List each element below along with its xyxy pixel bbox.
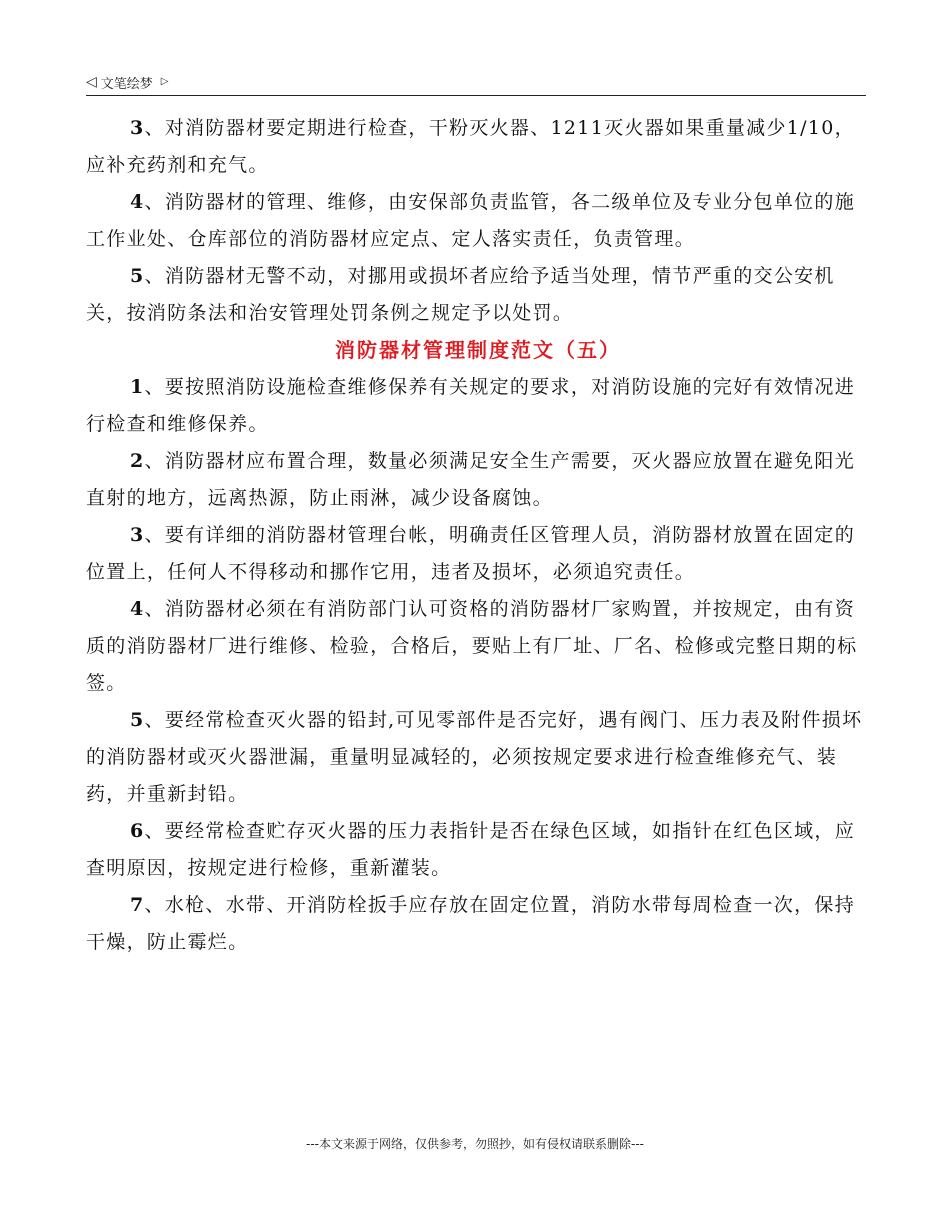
paragraph-item — [86, 443, 870, 517]
item-number: 2 — [130, 450, 145, 472]
document-body — [86, 110, 870, 961]
item-text: 、消防器材的管理、维修，由安保部负责监管，各二级单位及专业分包单位的施工作业处、仓库部位的消防器材应定点、定人落实责任，负责管理。 — [86, 191, 856, 250]
section-title: 消防器材管理制度范文（五） — [335, 338, 621, 362]
page-header — [86, 71, 866, 93]
item-text: 、消防器材必须在有消防部门认可资格的消防器材厂家购置，并按规定，由有资质的消防器材厂进行维修、检验，合格后，要贴上有厂址、厂名、检修或完整日期的标签。 — [86, 598, 858, 694]
paragraph-item — [86, 591, 870, 702]
item-text: 、要有详细的消防器材管理台帐，明确责任区管理人员，消防器材放置在固定的位置上，任何人不得移动和挪作它用，违者及损坏，必须追究责任。 — [86, 524, 856, 583]
item-text: 、对消防器材要定期进行检查，干粉灭火器、1211灭火器如果重量减少1/10，应补充药剂和充气。 — [86, 117, 855, 176]
item-number: 3 — [130, 524, 145, 546]
item-text: 、消防器材应布置合理，数量必须满足安全生产需要，灭火器应放置在避免阳光直射的地方，远离热源，防止雨淋，减少设备腐蚀。 — [86, 450, 856, 509]
paragraph-item — [86, 813, 870, 887]
paragraph-item — [86, 887, 870, 961]
item-number: 5 — [130, 709, 145, 731]
paragraph-item — [86, 702, 870, 813]
item-number: 7 — [130, 894, 145, 916]
item-number: 5 — [130, 265, 145, 287]
item-number: 4 — [130, 598, 145, 620]
page-footer: ---本文来源于网络，仅供参考，勿照抄，如有侵权请联系删除--- — [306, 1137, 644, 1151]
triangle-left-icon: ◁ — [86, 74, 97, 90]
item-number: 4 — [130, 191, 145, 213]
paragraph-item — [86, 258, 870, 332]
item-text: 、要按照消防设施检查维修保养有关规定的要求，对消防设施的完好有效情况进行检查和维修保养。 — [86, 376, 856, 435]
paragraph-item — [86, 184, 870, 258]
paragraph-item — [86, 110, 870, 184]
item-number: 6 — [130, 820, 145, 842]
item-number: 3 — [130, 117, 145, 139]
item-text: 、要经常检查贮存灭火器的压力表指针是否在绿色区域，如指针在红色区域，应查明原因，按规定进行检修，重新灌装。 — [86, 820, 856, 879]
paragraph-item — [86, 369, 870, 443]
triangle-right-icon: ▷ — [160, 76, 169, 87]
header-divider — [86, 95, 866, 96]
item-text: 、要经常检查灭火器的铅封,可见零部件是否完好，遇有阀门、压力表及附件损坏的消防器材或灭火器泄漏，重量明显减轻的，必须按规定要求进行检查维修充气、装药，并重新封铅。 — [86, 709, 863, 805]
item-text: 、水枪、水带、开消防栓扳手应存放在固定位置，消防水带每周检查一次，保持干燥，防止霉烂。 — [86, 894, 856, 953]
item-number: 1 — [130, 376, 145, 398]
header-text: 文笔绘梦 — [100, 76, 153, 92]
item-text: 、消防器材无警不动，对挪用或损坏者应给予适当处理，情节严重的交公安机关，按消防条法和治安管理处罚条例之规定予以处罚。 — [86, 265, 835, 324]
paragraph-item — [86, 517, 870, 591]
